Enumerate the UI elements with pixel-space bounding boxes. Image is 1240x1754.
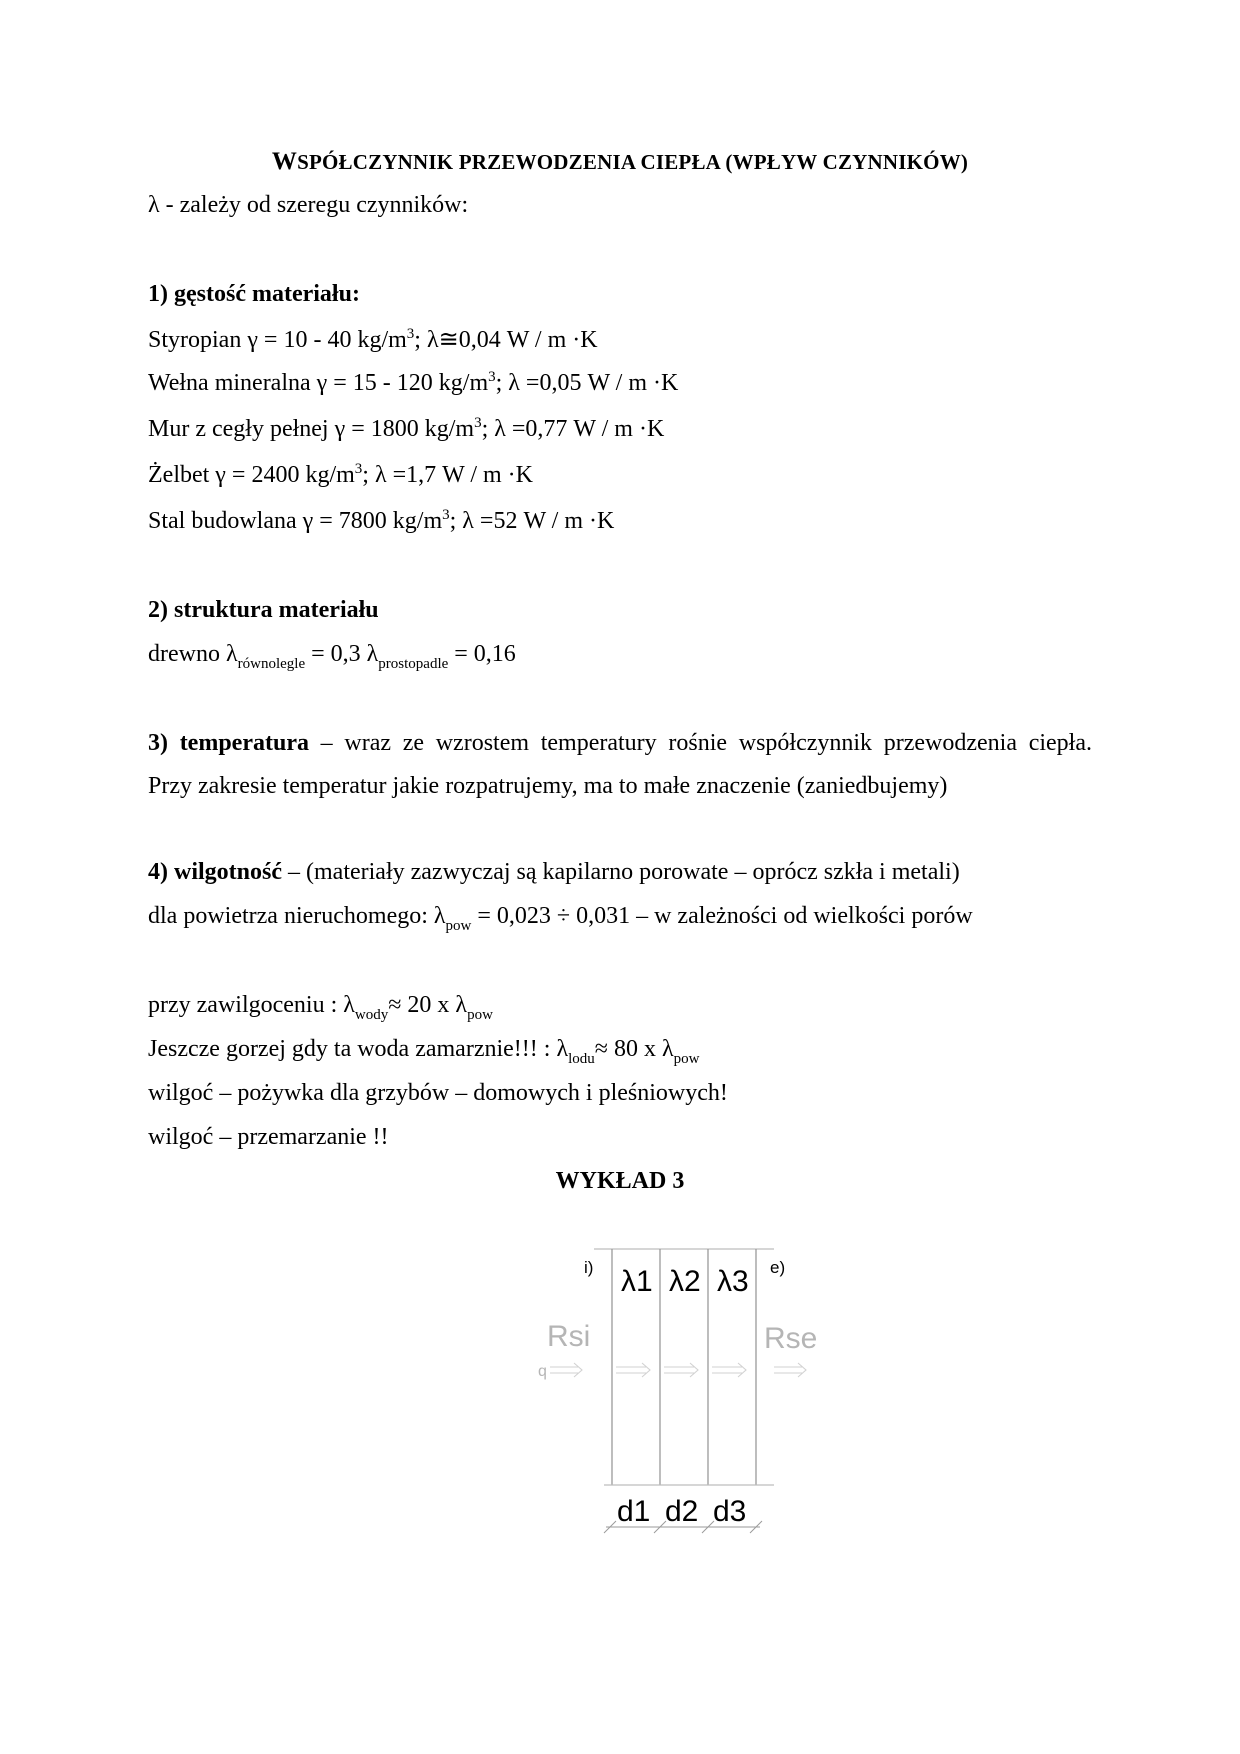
wood-sub-parallel: równolegle [237,656,306,672]
section4-line2 [148,903,973,934]
ice-sub: lodu [568,1051,595,1067]
section4-text: – (materiały zazwyczaj są kapilarno porowate – oprócz szkła i metali) [282,859,960,885]
ice-sub-air: pow [673,1051,700,1067]
flux-arrow-icon [664,1363,698,1377]
wood-value-perpendicular: = 0,16 [448,641,516,667]
thickness-label-1: d1 [617,1495,651,1528]
flux-arrow-icon [774,1363,806,1377]
ice-text: Jeszcze gorzej gdy ta woda zamarznie!!! : λ [148,1036,569,1062]
density-row-mineral-wool [148,370,678,397]
wood-sub-perpendicular: prostopadle [378,656,449,672]
wall-layers-diagram [520,1235,840,1535]
row-lambda: ; λ =0,77 W / m ·K [481,416,665,442]
inside-label: i) [584,1258,594,1277]
section4-heading: 4) wilgotność [148,859,282,885]
density-row-styrofoam [148,325,598,354]
title-rest: SPÓŁCZYNNIK PRZEWODZENIA CIEPŁA (WPŁYW CZYNNIKÓW) [297,150,969,174]
row-text: Mur z cegły pełnej γ = 1800 kg/m [148,416,475,442]
row-text: Żelbet γ = 2400 kg/m [148,462,355,488]
row-lambda: ; λ =1,7 W / m ·K [362,462,533,488]
wood-text: drewno λ [148,641,238,667]
wood-value-parallel: = 0,3 λ [305,641,379,667]
thickness-label-2: d2 [665,1495,699,1528]
air-sub: pow [445,918,472,934]
row-text: Stal budowlana γ = 7800 kg/m [148,508,443,534]
air-value: = 0,023 ÷ 0,031 – w zależności od wielkości porów [471,903,973,929]
section2-heading: 2) struktura materiału [148,597,379,623]
layer-label-1: λ1 [621,1265,653,1298]
section3-heading: 3) temperatura [148,730,309,756]
row-lambda: ; λ =52 W / m ·K [449,508,615,534]
row-lambda: ; λ≅0,04 W / m ·K [414,327,598,353]
density-row-reinforced-concrete [148,462,533,489]
wood-structure-line [148,641,516,672]
flux-arrow-icon [550,1363,582,1377]
layer-label-3: λ3 [717,1265,749,1298]
row-sup: 3 [442,507,450,523]
row-sup: 3 [488,369,496,385]
density-row-brick-wall [148,416,664,443]
row-text: Wełna mineralna γ = 15 - 120 kg/m [148,370,489,396]
thickness-label-3: d3 [713,1495,747,1528]
section4-line5: wilgoć – pożywka dla grzybów – domowych i pleśniowych! [148,1080,728,1106]
section4-line3 [148,992,493,1023]
outside-label: e) [770,1258,786,1277]
air-text: dla powietrza nieruchomego: λ [148,903,446,929]
row-text: Styropian γ = 10 - 40 kg/m [148,327,407,353]
section4-line6: wilgoć – przemarzanie !! [148,1124,389,1150]
moist-value: ≈ 20 x λ [388,992,468,1018]
lecture-label: WYKŁAD 3 [555,1168,685,1194]
layer-label-2: λ2 [669,1265,701,1298]
title-initial: W [271,148,298,175]
moist-sub-air: pow [467,1007,493,1023]
section4-line4 [148,1036,700,1067]
moist-text: przy zawilgoceniu : λ [148,992,355,1018]
row-sup: 3 [406,326,415,342]
flux-label: q [538,1363,547,1380]
page-title [0,148,1240,176]
flux-arrow-icon [712,1363,746,1377]
row-sup: 3 [354,461,363,477]
section4-line1 [148,859,960,886]
section1-heading: 1) gęstość materiału: [148,281,360,307]
section3-text: – wraz ze wzrostem temperatury rośnie współczynnik przewodzenia ciepła. [308,730,1092,756]
moist-sub-water: wody [354,1007,389,1023]
row-lambda: ; λ =0,05 W / m ·K [495,370,679,396]
intro-line: λ - zależy od szeregu czynników: [148,192,469,218]
section3-line1 [148,730,1092,757]
flux-arrow-icon [616,1363,650,1377]
row-sup: 3 [474,415,482,431]
ice-value: ≈ 80 x λ [594,1036,674,1062]
rse-label: Rse [764,1322,818,1355]
density-row-steel [148,508,614,535]
heat-flux-arrows [550,1363,806,1377]
section3-line2: Przy zakresie temperatur jakie rozpatrujemy, ma to małe znaczenie (zaniedbujemy) [148,773,948,799]
rsi-label: Rsi [547,1320,591,1353]
